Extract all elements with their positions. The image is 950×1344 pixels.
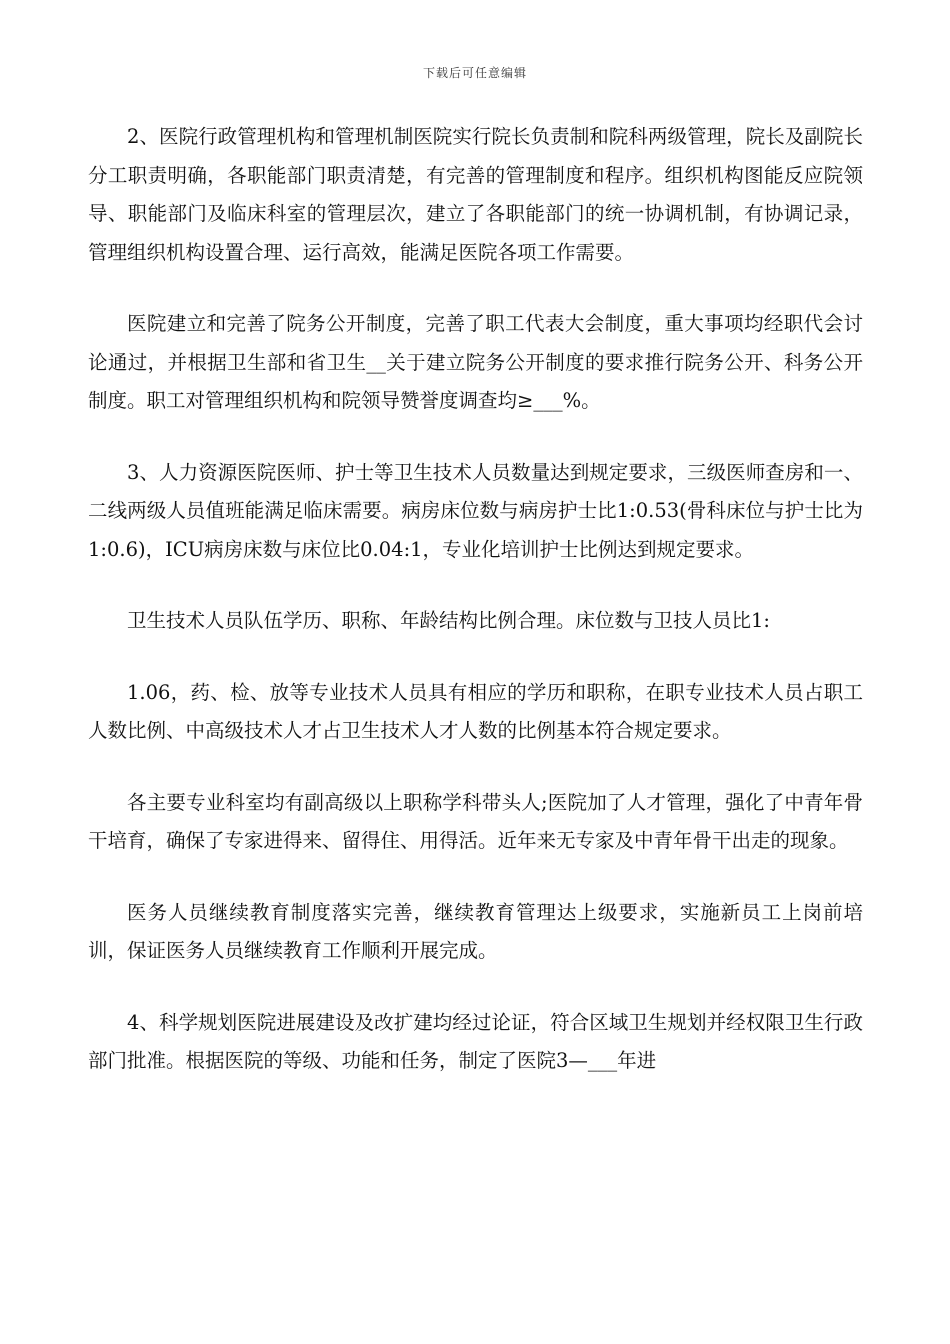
paragraph-admin-management: 2、医院行政管理机构和管理机制医院实行院长负责制和院科两级管理，院长及副院长分工职责明确，各职能部门职责清楚，有完善的管理制度和程序。组织机构图能反应院领导、职能部门及临床科室的管理层次，建立了各职能部门的统一协调机制，有协调记录，管理组织机构设置合理、运行高效，能满足医院各项工作需要。 xyxy=(88,125,863,264)
paragraph-public-affairs: 医院建立和完善了院务公开制度，完善了职工代表大会制度，重大事项均经职代会讨论通过，并根据卫生部和省卫生__关于建立院务公开制度的要求推行院务公开、科务公开制度。职工对管理组织机构和院领导赞誉度调查均≥___%。 xyxy=(88,312,863,412)
paragraph-staff-ratio: 1.06，药、检、放等专业技术人员具有相应的学历和职称，在职专业技术人员占职工人数比例、中高级技术人才占卫生技术人才人数的比例基本符合规定要求。 xyxy=(88,680,863,742)
paragraph-discipline-leaders: 各主要专业科室均有副高级以上职称学科带头人;医院加了人才管理，强化了中青年骨干培育，确保了专家进得来、留得住、用得活。近年来无专家及中青年骨干出走的现象。 xyxy=(88,790,863,852)
paragraph-continuing-education: 医务人员继续教育制度落实完善，继续教育管理达上级要求，实施新员工上岗前培训，保证医务人员继续教育工作顺利开展完成。 xyxy=(88,900,863,962)
page-header: 下载后可任意编辑 xyxy=(422,66,527,80)
document-body xyxy=(88,118,863,1081)
paragraph-human-resources: 3、人力资源医院医师、护士等卫生技术人员数量达到规定要求，三级医师查房和一、二线两级人员值班能满足临床需要。病房床位数与病房护士比1:0.53(骨科床位与护士比为1:0.6)，ICU病房床数与床位比0.04:1，专业化培训护士比例达到规定要求。 xyxy=(88,460,863,561)
paragraph-planning: 4、科学规划医院进展建设及改扩建均经过论证，符合区域卫生规划并经权限卫生行政部门批准。根据医院的等级、功能和任务，制定了医院3—___年进 xyxy=(88,1010,863,1072)
paragraph-staff-structure: 卫生技术人员队伍学历、职称、年龄结构比例合理。床位数与卫技人员比1: xyxy=(127,609,770,632)
